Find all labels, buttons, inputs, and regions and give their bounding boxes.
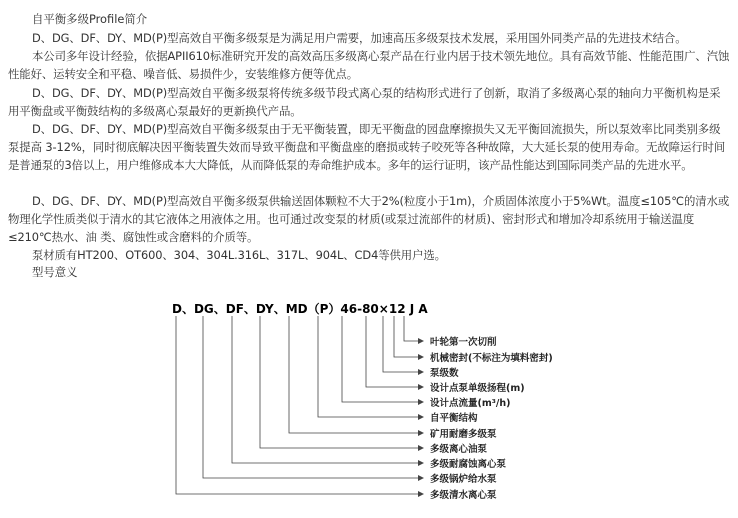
model-code-text: D、DG、DF、DY、MD（P）46-80×12 J A xyxy=(172,302,428,316)
legend-label: 设计点泵单级扬程(m) xyxy=(430,383,525,394)
legend-label: 自平衡结构 xyxy=(430,413,478,424)
legend-label: 设计点流量(m³/h) xyxy=(430,398,511,409)
legend-label: 多级锅炉给水泵 xyxy=(430,474,497,485)
paragraph-intro: D、DG、DF、DY、MD(P)型高效自平衡多级泵是为满足用户需要，加速高压多级泵技术发展，采用国外同类产品的先进技术结合。 xyxy=(32,31,687,45)
legend-label: 机械密封(不标注为填料密封) xyxy=(430,353,553,364)
leader-arrows xyxy=(418,338,424,497)
legend-label: 多级耐腐蚀离心泵 xyxy=(430,459,507,470)
paragraph-innovation: D、DG、DF、DY、MD(P)型高效自平衡多级泵将传统多级节段式离心泵的结构形式进行了创新，取消了多级离心泵的轴向力平衡机构是采用平衡盘或平衡鼓结构的多级离心泵最好的更新换代产品。 xyxy=(8,86,721,118)
legend-label: 泵级数 xyxy=(430,368,459,379)
paragraph-experience: 本公司多年设计经验，依据APII610标准研究开发的高效高压多级离心泵产品在行业内居于技术领先地位。具有高效节能、性能范围广、汽蚀性能好、运转安全和平稳、噪音低、易损件少，安装维修方便等优点。 xyxy=(8,49,730,81)
legend-label: 矿用耐磨多级泵 xyxy=(430,429,497,440)
page-title: 自平衡多级Profile简介 xyxy=(32,12,148,26)
legend-label: 叶轮第一次切削 xyxy=(430,337,497,348)
paragraph-efficiency: D、DG、DF、DY、MD(P)型高效自平衡多级泵由于无平衡装置，即无平衡盘的园盘摩擦损失又无平衡回流损失，所以泵效率比同类别多级泵提高 3-12%，同时彻底解决因平衡装置失效而导致平衡盘和平衡盘座的磨损或转子咬死等各种故障，大大延长泵的使用寿命。无故障运行时间是普通泵的3倍以上，用户维修成本大大降低，从而降低泵的寿命维护成本。多年的运行证明，该产品性能达到国际同类产品的先进水平。 xyxy=(8,122,726,172)
leader-lines xyxy=(176,316,418,494)
legend-label: 多级离心油泵 xyxy=(430,444,488,455)
legend-label: 多级清水离心泵 xyxy=(430,490,497,501)
paragraph-materials: 泵材质有HT200、OT600、304、304L.316L、317L、904L、CD4等供用户选。 xyxy=(32,248,446,262)
model-meaning-heading: 型号意义 xyxy=(32,265,78,279)
model-code-diagram xyxy=(0,290,738,518)
paragraph-application: D、DG、DF、DY、MD(P)型高效自平衡多级泵供输送固体颗粒不大于2%(粒度小于1m)，介质固体浓度小于5%Wt。温度≤105℃的清水或 物理化学性质类似于清水的其它液体之用液体之用。也可通过改变泵的材质(或泵过流部件的材质)、密封形式和增加冷却系统用于输送温度≤210℃热水、油 类、腐蚀性或含磨料的介质等。 xyxy=(8,194,730,244)
legend-labels xyxy=(429,336,553,501)
